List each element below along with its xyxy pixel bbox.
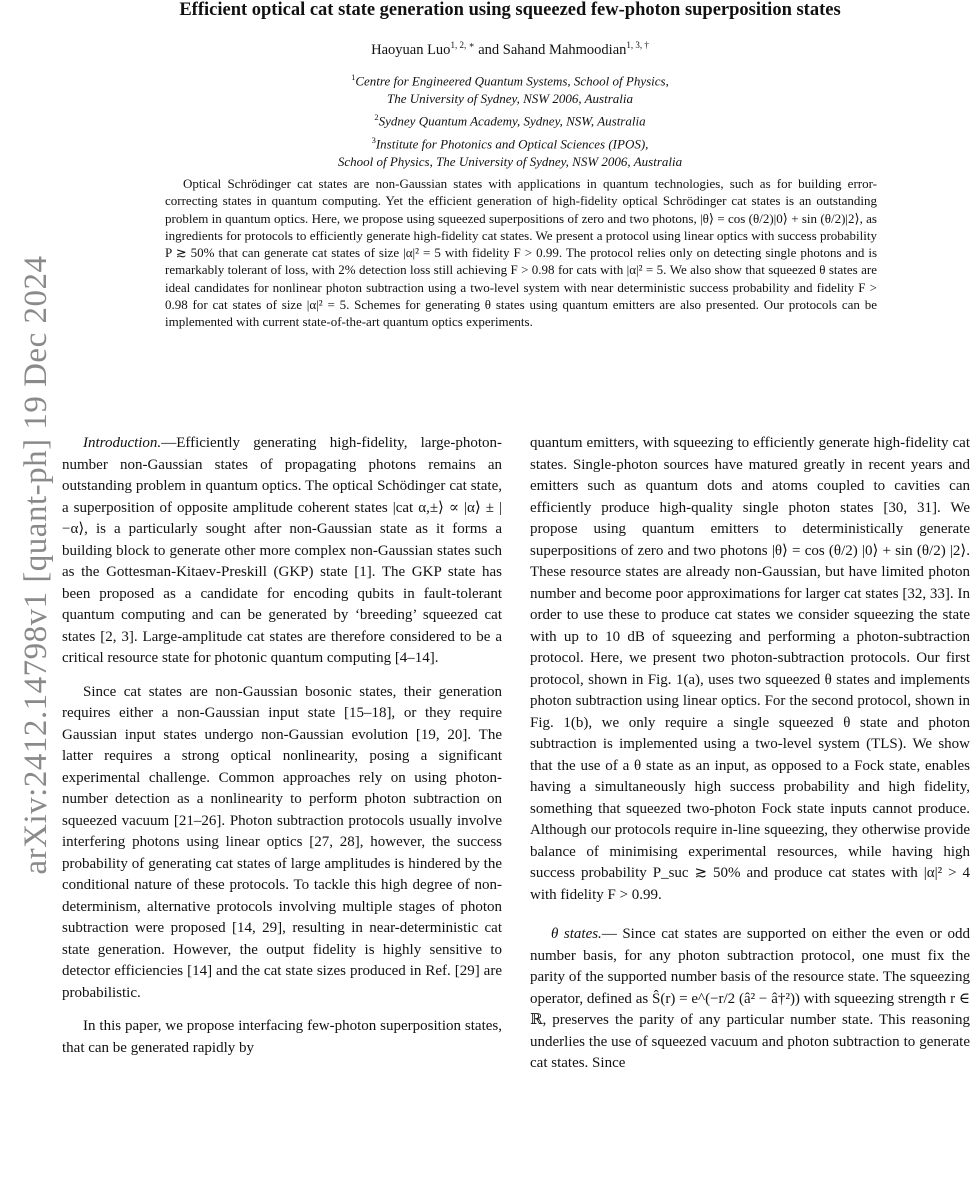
left-column [62,433,502,1071]
affiliation-line: The University of Sydney, NSW 2006, Australia [386,91,634,107]
theta-states-paragraph: θ states.— Since cat states are supported on either the even or odd number basis, for any photon subtraction protocol, one must fix the parity of the supported number basis of the resource state. The squeezing operator, defined as Ŝ(r) = e^(−r/2 (â² − â†²)) with squeezing strength r ∈ ℝ, preserves the parity of any particular number state. This reasoning underlies the use of squeezed vacuum and photon subtraction to generate cat states. Since [530,926,970,1071]
body-paragraph: Since cat states are non-Gaussian bosonic states, their generation requires either a non-Gaussian input state [15–18], or they require Gaussian input states undergo non-Gaussian evolution [19, 20]. The latter requires a strong optical nonlinearity, posing a significant experimental challenge. Common approaches rely on using photon-number detection as a nonlinearity to perform photon subtraction on squeezed vacuum [21–26]. Photon subtraction protocols usually involve interfering photons using linear optics [27, 28], however, the success probability of generating cat states of large amplitudes is hindered by the conditional nature of these protocols. To tackle this high degree of non-determinism, alternative protocols involving multiple stages of photon subtraction were proposed [14, 29], resulting in near-deterministic cat state generation. However, the output fidelity is highly sensitive to detector efficiencies [14] and the cat state sizes produced in Ref. [29] are probabilistic. [62,683,502,1001]
author-name: Haoyuan Luo [371,41,451,58]
author-list [60,40,960,59]
section-heading-introduction: Introduction. [83,435,162,451]
right-column [530,433,970,1087]
affiliation-line: $^1$Centre for Engineered Quantum Systems, School of Physics, [351,72,669,89]
section-heading-theta-states: θ states. [551,926,602,942]
paper-title: Efficient optical cat state generation using squeezed few-photon superposition states [179,0,841,20]
body-paragraph: quantum emitters, with squeezing to efficiently generate high-fidelity cat states. Single-photon sources have matured greatly in recent years and emitters such as quantum dots and atoms coupled to cavities can efficiently produce high-quality single photon states [30, 31]. We propose using quantum emitters to deterministically generate superpositions of zero and two photons |θ⟩ = cos (θ/2) |0⟩ + sin (θ/2) |2⟩. These resource states are already non-Gaussian, but have limited photon number and become poor approximations for larger cat states [32, 33]. In order to use these to produce cat states we consider squeezing the state with up to 10 dB of squeezing and performing a photon-subtraction protocol. Here, we present two photon-subtraction protocols. Our first protocol, shown in Fig. 1(a), uses two squeezed θ states and implements photon subtraction using linear optics. For the second protocol, shown in Fig. 1(b), we only require a single squeezed θ state and photon subtraction is implemented using a two-level system (TLS). We show that the use of a θ state as an input, as opposed to a Fock state, enables having a simultaneously high success probability and high fidelity, something that squeezed two-photon Fock state inputs cannot produce. Although our protocols require in-line squeezing, they otherwise provide balance of minimising experimental resources, while having high success probability P_suc ≳ 50% and produce cat states with |α|² > 4 with fidelity F > 0.99. [530,435,970,903]
author-joiner: and [478,41,500,58]
affiliation-line: $^3$Institute for Photonics and Optical Sciences (IPOS), [371,134,649,151]
affiliation-list [60,68,960,171]
author-name: Sahand Mahmoodian [502,41,627,58]
author-affiliation-marks: 1, 3, † [626,40,649,50]
intro-paragraph: Introduction.—Efficiently generating high-fidelity, large-photon-number non-Gaussian states of propagating photons remains an outstanding problem in quantum optics. The optical Schödinger cat state, a superposition of opposite amplitude coherent states |cat α,±⟩ ∝ |α⟩ ± |−α⟩, is a particularly sought after non-Gaussian state as it forms a building block to generate other more complex non-Gaussian states such as the Gottesman-Kitaev-Preskill (GKP) state [1]. The GKP state has been proposed as a candidate for encoding qubits in fault-tolerant quantum computing and can be generated by ‘breeding’ squeezed cat states [2, 3]. Large-amplitude cat states are therefore considered to be a critical resource state for photonic quantum computing [4–14]. [62,435,502,666]
author-affiliation-marks: 1, 2, ∗ [450,40,475,50]
body-paragraph: In this paper, we propose interfacing few-photon superposition states, that can be generated rapidly by [62,1018,502,1056]
arxiv-identifier[interactable]: arXiv:2412.14798v1 [quant-ph] 19 Dec 2024 [18,255,54,875]
affiliation-line: School of Physics, The University of Sydney, NSW 2006, Australia [337,153,683,169]
abstract: Optical Schrödinger cat states are non-Gaussian states with applications in quantum technologies, such as for building error-correcting states in quantum computing. Yet the efficient generation of high-fidelity optical Schrödinger cat states is an outstanding problem in quantum optics. Here, we propose using squeezed superpositions of zero and two photons, |θ⟩ = cos (θ/2)|0⟩ + sin (θ/2)|2⟩, as ingredients for protocols to efficiently generate high-fidelity cat states. We present a protocol using linear optics with success probability P ≳ 50% that can generate cat states of size |α|² = 5 with fidelity F > 0.99. The protocol relies only on detecting single photons and is remarkably tolerant of loss, with 2% detection loss still achieving F > 0.98 for cats with |α|² = 5. We also show that squeezed θ states are ideal candidates for nonlinear photon subtraction using a two-level system with near deterministic success probability and fidelity F > 0.98 for cat states of size |α|² = 5. Schemes for generating θ states using quantum emitters are also presented. Our protocols can be implemented with current state-of-the-art quantum optics experiments. [165,176,877,330]
affiliation-line: $^2$Sydney Quantum Academy, Sydney, NSW, Australia [374,112,646,129]
